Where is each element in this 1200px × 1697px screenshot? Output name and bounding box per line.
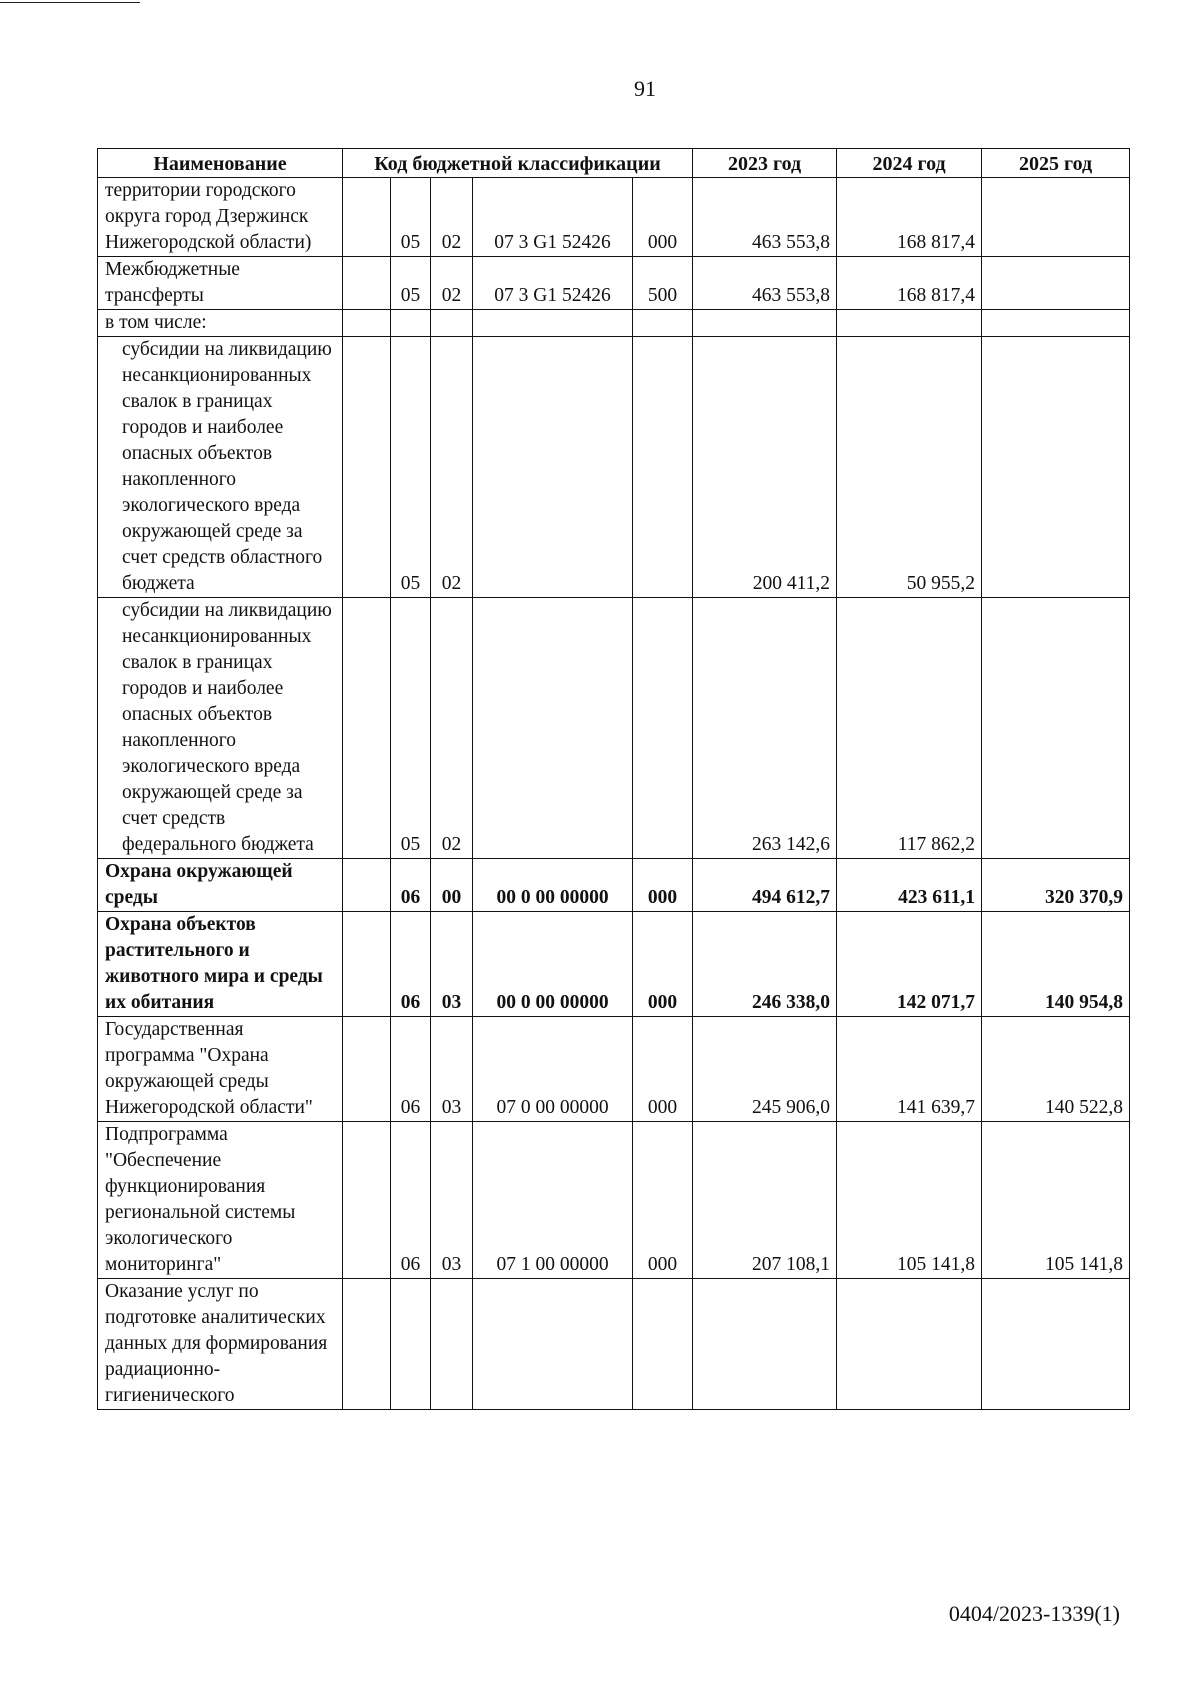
code-target: 00 0 00 00000 — [473, 859, 633, 912]
code-expense-type: 000 — [633, 1122, 693, 1279]
code-subsection: 03 — [431, 912, 473, 1017]
table-row — [98, 912, 1130, 1017]
row-name: Подпрограмма "Обеспечение функционирования региональной системы экологического мониторинга" — [98, 1122, 343, 1279]
code-subsection: 02 — [431, 257, 473, 310]
table-row — [98, 257, 1130, 310]
code-part-1 — [343, 310, 391, 337]
code-target: 07 1 00 00000 — [473, 1122, 633, 1279]
value-2024 — [837, 310, 982, 337]
header-row — [98, 149, 1130, 178]
code-section: 05 — [391, 257, 431, 310]
table-row — [98, 1122, 1130, 1279]
table-row — [98, 310, 1130, 337]
row-name: Оказание услуг по подготовке аналитических данных для формирования радиационно-гигиенического — [98, 1279, 343, 1410]
value-2023: 207 108,1 — [693, 1122, 837, 1279]
code-expense-type: 000 — [633, 912, 693, 1017]
code-subsection: 00 — [431, 859, 473, 912]
value-2024: 168 817,4 — [837, 257, 982, 310]
value-2025 — [982, 337, 1130, 598]
code-section: 06 — [391, 912, 431, 1017]
value-2023: 245 906,0 — [693, 1017, 837, 1122]
page-number: 91 — [634, 76, 656, 101]
code-expense-type: 000 — [633, 859, 693, 912]
code-target — [473, 598, 633, 859]
header-name: Наименование — [98, 149, 343, 178]
table-row — [98, 1017, 1130, 1122]
code-section: 06 — [391, 859, 431, 912]
value-2023: 463 553,8 — [693, 178, 837, 257]
row-name: Охрана объектов растительного и животного мира и среды их обитания — [98, 912, 343, 1017]
value-2023 — [693, 310, 837, 337]
value-2025 — [982, 598, 1130, 859]
code-subsection: 03 — [431, 1017, 473, 1122]
code-section: 05 — [391, 598, 431, 859]
code-target — [473, 310, 633, 337]
code-expense-type: 000 — [633, 178, 693, 257]
code-expense-type: 000 — [633, 1017, 693, 1122]
value-2024: 141 639,7 — [837, 1017, 982, 1122]
scan-edge-line — [0, 2, 140, 3]
table-row — [98, 178, 1130, 257]
code-section: 05 — [391, 337, 431, 598]
value-2025: 320 370,9 — [982, 859, 1130, 912]
code-part-1 — [343, 337, 391, 598]
code-target: 07 0 00 00000 — [473, 1017, 633, 1122]
code-expense-type — [633, 337, 693, 598]
code-part-1 — [343, 598, 391, 859]
value-2023: 200 411,2 — [693, 337, 837, 598]
value-2025: 140 522,8 — [982, 1017, 1130, 1122]
value-2024 — [837, 1279, 982, 1410]
header-2023: 2023 год — [693, 149, 837, 178]
code-expense-type — [633, 598, 693, 859]
row-name: Охрана окружающей среды — [98, 859, 343, 912]
value-2025: 140 954,8 — [982, 912, 1130, 1017]
value-2025: 105 141,8 — [982, 1122, 1130, 1279]
code-part-1 — [343, 859, 391, 912]
value-2023 — [693, 1279, 837, 1410]
table-row — [98, 337, 1130, 598]
row-name: субсидии на ликвидацию несанкционированных свалок в границах городов и наиболее опасных объектов накопленного экологического вреда окружающей среде за счет средств федерального бюджета — [98, 598, 343, 859]
value-2023: 494 612,7 — [693, 859, 837, 912]
document-code: 0404/2023-1339(1) — [948, 1601, 1120, 1626]
code-subsection: 03 — [431, 1122, 473, 1279]
header-2025: 2025 год — [982, 149, 1130, 178]
code-subsection: 02 — [431, 337, 473, 598]
code-target — [473, 1279, 633, 1410]
row-name: территории городского округа город Дзержинск Нижегородской области) — [98, 178, 343, 257]
value-2024: 117 862,2 — [837, 598, 982, 859]
header-2024: 2024 год — [837, 149, 982, 178]
value-2024: 423 611,1 — [837, 859, 982, 912]
code-part-1 — [343, 1122, 391, 1279]
table-row — [98, 1279, 1130, 1410]
value-2025 — [982, 178, 1130, 257]
value-2025 — [982, 1279, 1130, 1410]
value-2023: 463 553,8 — [693, 257, 837, 310]
code-part-1 — [343, 1017, 391, 1122]
code-subsection — [431, 310, 473, 337]
value-2025 — [982, 257, 1130, 310]
value-2024: 105 141,8 — [837, 1122, 982, 1279]
code-part-1 — [343, 912, 391, 1017]
code-target: 00 0 00 00000 — [473, 912, 633, 1017]
code-part-1 — [343, 178, 391, 257]
code-section — [391, 1279, 431, 1410]
code-expense-type — [633, 1279, 693, 1410]
code-subsection — [431, 1279, 473, 1410]
budget-table — [97, 148, 1130, 1410]
value-2025 — [982, 310, 1130, 337]
code-section: 05 — [391, 178, 431, 257]
code-target: 07 3 G1 52426 — [473, 178, 633, 257]
row-name: Государственная программа "Охрана окружающей среды Нижегородской области" — [98, 1017, 343, 1122]
table-row — [98, 598, 1130, 859]
value-2024: 142 071,7 — [837, 912, 982, 1017]
table-row — [98, 859, 1130, 912]
code-target: 07 3 G1 52426 — [473, 257, 633, 310]
value-2024: 50 955,2 — [837, 337, 982, 598]
row-name: в том числе: — [98, 310, 343, 337]
value-2023: 246 338,0 — [693, 912, 837, 1017]
row-name: субсидии на ликвидацию несанкционированных свалок в границах городов и наиболее опасных объектов накопленного экологического вреда окружающей среде за счет средств областного бюджета — [98, 337, 343, 598]
row-name: Межбюджетные трансферты — [98, 257, 343, 310]
code-section — [391, 310, 431, 337]
code-subsection: 02 — [431, 178, 473, 257]
code-part-1 — [343, 1279, 391, 1410]
code-target — [473, 337, 633, 598]
value-2024: 168 817,4 — [837, 178, 982, 257]
code-section: 06 — [391, 1122, 431, 1279]
code-subsection: 02 — [431, 598, 473, 859]
code-expense-type: 500 — [633, 257, 693, 310]
header-code: Код бюджетной классификации — [343, 149, 693, 178]
code-part-1 — [343, 257, 391, 310]
code-section: 06 — [391, 1017, 431, 1122]
code-expense-type — [633, 310, 693, 337]
value-2023: 263 142,6 — [693, 598, 837, 859]
